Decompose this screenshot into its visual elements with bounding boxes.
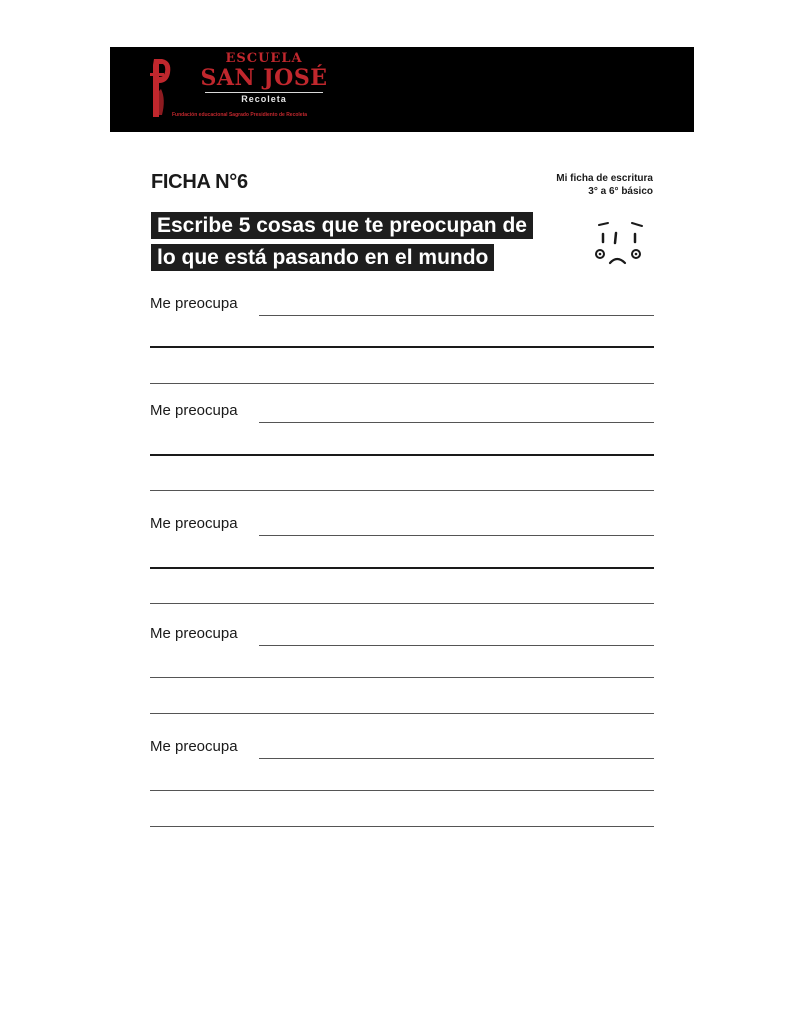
writing-line[interactable] bbox=[259, 758, 654, 759]
writing-line[interactable] bbox=[150, 567, 654, 569]
worry-entry-3 bbox=[150, 515, 654, 539]
school-foundation: Fundación educacional Sagrado Presidiento de Recoleta bbox=[172, 112, 308, 118]
writing-line[interactable] bbox=[150, 490, 654, 491]
writing-line[interactable] bbox=[150, 713, 654, 714]
worry-prompt-row bbox=[150, 402, 654, 426]
worry-entry-1 bbox=[150, 295, 654, 319]
writing-line[interactable] bbox=[150, 383, 654, 384]
writing-line[interactable] bbox=[259, 315, 654, 316]
writing-line[interactable] bbox=[259, 535, 654, 536]
writing-line[interactable] bbox=[259, 645, 654, 646]
sheet-title: FICHA N°6 bbox=[151, 171, 248, 193]
writing-line[interactable] bbox=[150, 346, 654, 348]
writing-line[interactable] bbox=[150, 677, 654, 678]
worry-entry-5 bbox=[150, 738, 654, 762]
sheet-meta bbox=[556, 172, 653, 198]
worry-prompt-row bbox=[150, 738, 654, 762]
worry-prompt-label: Me preocupa bbox=[150, 625, 238, 642]
worry-prompt-label: Me preocupa bbox=[150, 738, 238, 755]
school-logo-text bbox=[172, 51, 354, 118]
school-header-banner bbox=[110, 47, 694, 132]
school-name-line1: ESCUELA bbox=[225, 51, 303, 66]
worry-prompt-row bbox=[150, 295, 654, 319]
writing-line[interactable] bbox=[150, 603, 654, 604]
worried-face-icon bbox=[589, 217, 649, 267]
worry-prompt-label: Me preocupa bbox=[150, 295, 238, 312]
worry-prompt-label: Me preocupa bbox=[150, 515, 238, 532]
prompt-line-2: lo que está pasando en el mundo bbox=[151, 244, 494, 271]
writing-line[interactable] bbox=[150, 790, 654, 791]
sheet-meta-grades: 3° a 6° básico bbox=[588, 186, 653, 197]
school-name-line2: SAN JOSÉ bbox=[200, 65, 328, 91]
worry-entry-2 bbox=[150, 402, 654, 426]
sheet-meta-type: Mi ficha de escritura bbox=[556, 173, 653, 184]
worry-prompt-label: Me preocupa bbox=[150, 402, 238, 419]
writing-line[interactable] bbox=[259, 422, 654, 423]
worry-prompt-row bbox=[150, 515, 654, 539]
writing-line[interactable] bbox=[150, 454, 654, 456]
school-name-divider bbox=[205, 92, 323, 93]
school-logo-icon bbox=[148, 55, 174, 121]
prompt-line-1: Escribe 5 cosas que te preocupan de bbox=[151, 212, 533, 239]
worry-entry-4 bbox=[150, 625, 654, 649]
worry-prompt-row bbox=[150, 625, 654, 649]
writing-line[interactable] bbox=[150, 826, 654, 827]
school-location: Recoleta bbox=[241, 94, 287, 104]
